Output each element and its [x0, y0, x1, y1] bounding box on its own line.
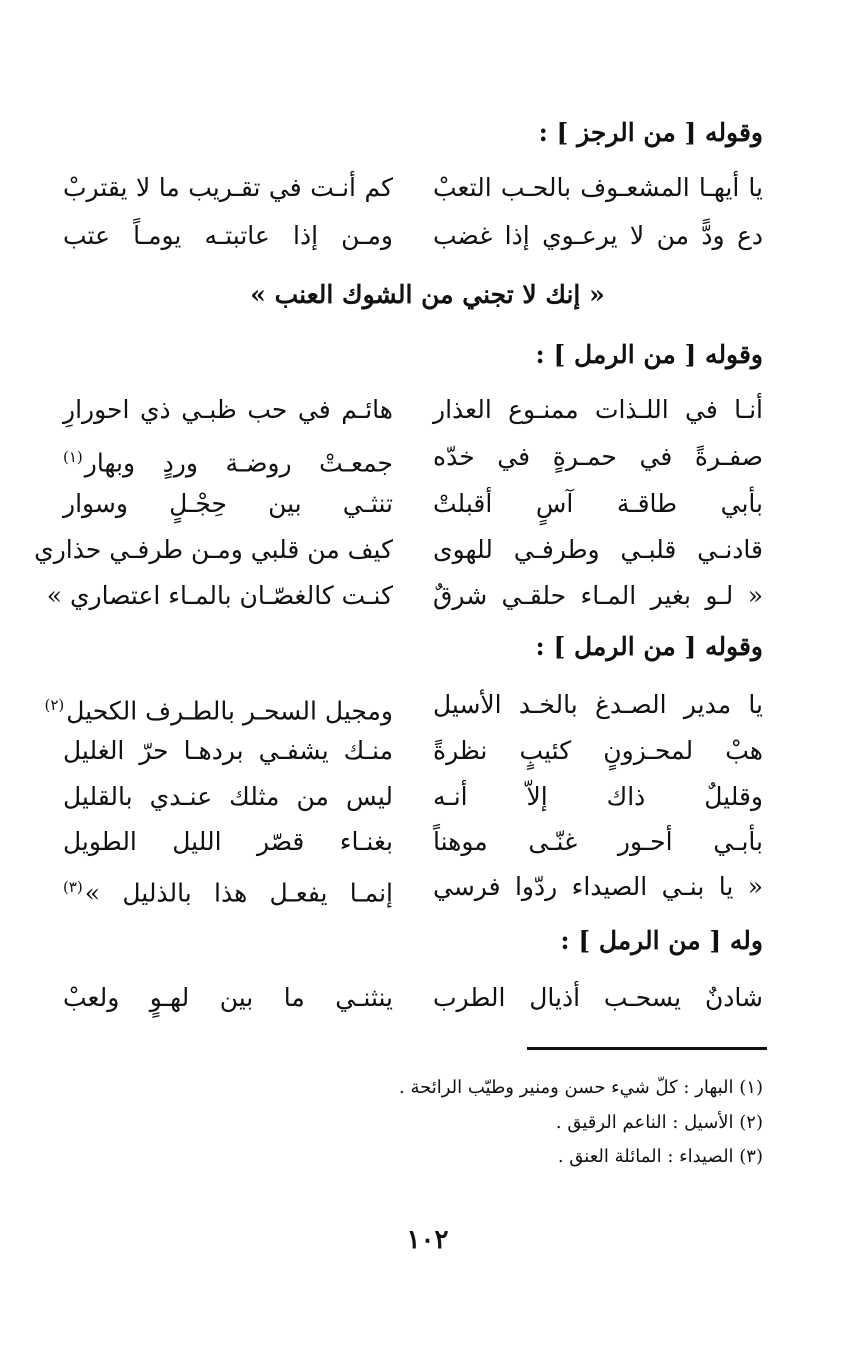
- verse-couplet: [63, 166, 763, 210]
- verse-first-hemistich: وقليلٌ ذاك إلاّ أنـه: [433, 782, 763, 811]
- verse-couplet: [63, 775, 763, 819]
- verse-couplet: [63, 729, 763, 773]
- verse-text: جمعـتْ روضـة وردٍ وبهار: [84, 448, 393, 478]
- verse-second-hemistich: ليس من مثلك عنـدي بالقليل: [63, 782, 393, 811]
- verse-second-hemistich: كم أنـت في تقـريب ما لا يقتربْ: [63, 173, 393, 202]
- verse-text: ومجيل السحـر بالطـرف الكحيل: [66, 696, 393, 726]
- verse-second-hemistich: [44, 683, 393, 733]
- verse-first-hemistich: بأبـي أحـور غنّـى موهناً: [433, 827, 763, 856]
- verse-second-hemistich: كيف من قلبي ومـن طرفـي حذاري: [34, 535, 393, 564]
- verse-first-hemistich: قادنـي قلبـي وطرفـي للهوى: [433, 535, 763, 564]
- footnote-marker: (٣): [63, 878, 83, 896]
- verse-couplet: [44, 683, 763, 727]
- verse-couplet: [63, 482, 763, 526]
- verse-first-hemistich: بأبي طاقـة آسٍ أقبلتْ: [433, 489, 763, 518]
- section-heading: وله [ من الرمل ] :: [560, 926, 763, 955]
- verse-second-hemistich: [63, 435, 393, 485]
- verse-couplet: [34, 528, 763, 572]
- footnote-marker: (١): [63, 448, 83, 466]
- verse-second-hemistich: ومـن إذا عاتبتـه يومـاً عتب: [63, 221, 393, 250]
- verse-first-hemistich: صفـرةً في حمـرةٍ في خدّه: [433, 442, 763, 471]
- verse-first-hemistich: « يا بنـي الصيداء ردّوا فرسي: [433, 872, 763, 901]
- verse-couplet: [63, 976, 763, 1020]
- verse-couplet: [63, 865, 763, 909]
- verse-couplet: [46, 574, 763, 618]
- verse-couplet: [63, 214, 763, 258]
- verse-second-hemistich: ينثنـي ما بين لهـوٍ ولعبْ: [63, 983, 393, 1012]
- footnote-marker: (٢): [44, 696, 65, 714]
- verse-second-hemistich: منـك يشفـي بردهـا حرّ الغليل: [63, 736, 393, 765]
- verse-first-hemistich: شادنٌ يسحـب أذيال الطرب: [433, 983, 763, 1012]
- footnote: (٣) الصيداء : المائلة العنق .: [557, 1146, 763, 1167]
- page-number: ١٠٢: [406, 1225, 449, 1255]
- section-heading: وقوله [ من الرجز ] :: [538, 118, 763, 147]
- section-heading: وقوله [ من الرمل ] :: [535, 340, 763, 369]
- footnote: (٢) الأسيل : الناعم الرقيق .: [555, 1112, 763, 1133]
- footnote-separator: [527, 1047, 767, 1050]
- verse-text: إنمـا يفعـل هذا بالذليل »: [84, 878, 393, 908]
- verse-couplet: [63, 388, 763, 432]
- verse-first-hemistich: يا مدير الصـدغ بالخـد الأسيل: [433, 690, 763, 719]
- verse-second-hemistich: [63, 865, 393, 915]
- verse-first-hemistich: دع ودًّ من لا يرعـوي إذا غضب: [433, 221, 763, 250]
- verse-second-hemistich: تنثـي بين حِجْـلٍ وسوار: [63, 489, 393, 518]
- verse-second-hemistich: هائـم في حب ظبـي ذي احورارِ: [63, 395, 393, 424]
- proverb-line: « إنك لا تجني من الشوك العنب »: [250, 280, 605, 309]
- verse-first-hemistich: أنـا في اللـذات ممنـوع العذار: [433, 395, 763, 424]
- section-heading: وقوله [ من الرمل ] :: [535, 632, 763, 661]
- verse-second-hemistich: كنـت كالغصّـان بالمـاء اعتصاري »: [46, 581, 393, 610]
- verse-couplet: [63, 435, 763, 479]
- footnote: (١) البهار : كلّ شيء حسن ومنير وطيّب الرائحة .: [399, 1077, 763, 1098]
- verse-couplet: [63, 820, 763, 864]
- verse-first-hemistich: هبْ لمحـزونٍ كئيبٍ نظرةً: [433, 736, 763, 765]
- verse-first-hemistich: « لـو بغير المـاء حلقـي شرقٌ: [433, 581, 763, 610]
- verse-second-hemistich: بغنـاء قصّر الليل الطويل: [63, 827, 393, 856]
- verse-first-hemistich: يا أيهـا المشعـوف بالحـب التعبْ: [433, 173, 763, 202]
